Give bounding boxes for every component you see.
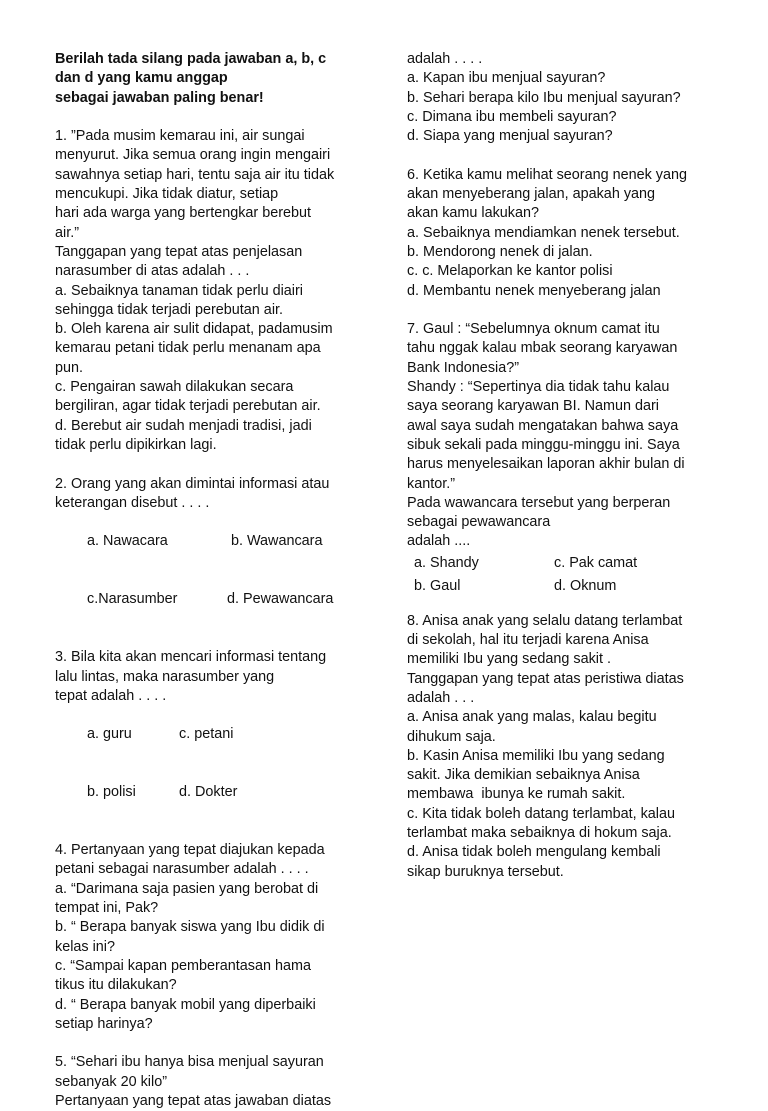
- question-line: adalah ....: [407, 533, 471, 550]
- question-line: akan menyeberang jalan, apakah yang: [407, 186, 656, 203]
- question-line: akan kamu lakukan?: [407, 205, 539, 222]
- option-b: b. Wawancara: [231, 533, 323, 550]
- question-line: adalah . . .: [407, 689, 475, 706]
- option-line: tidak perlu dipikirkan lagi.: [55, 436, 217, 453]
- option-line: c. c. Melaporkan ke kantor polisi: [407, 263, 613, 280]
- option-line: c. “Sampai kapan pemberantasan hama: [55, 957, 311, 974]
- question-line: memiliki Ibu yang sedang sakit .: [407, 651, 611, 668]
- question-4: [55, 841, 365, 1034]
- instruction: [55, 50, 365, 108]
- question-line: tepat adalah . . . .: [55, 687, 167, 704]
- question-line: saya seorang karyawan BI. Namun dari: [407, 398, 659, 415]
- question-line: 5. “Sehari ibu hanya bisa menjual sayuran: [55, 1054, 324, 1071]
- option-line: a. Sebaiknya mendiamkan nenek tersebut.: [407, 224, 680, 241]
- question-line: kantor.”: [407, 475, 455, 492]
- question-8: [407, 612, 727, 882]
- option-line: sakit. Jika demikian sebaiknya Anisa: [407, 767, 640, 784]
- question-line: keterangan disebut . . . .: [55, 494, 210, 511]
- option-line: tempat ini, Pak?: [55, 900, 159, 917]
- question-line: Shandy : “Sepertinya dia tidak tahu kalau: [407, 379, 670, 396]
- question-line: mencukupi. Jika tidak diatur, setiap: [55, 186, 279, 203]
- option-line: sehingga tidak terjadi perebutan air.: [55, 301, 284, 318]
- option-b: b. Gaul: [414, 577, 461, 594]
- question-5-options: [407, 50, 727, 146]
- option-c: c. petani: [179, 726, 234, 743]
- question-line: 6. Ketika kamu melihat seorang nenek yang: [407, 166, 687, 183]
- question-line: 3. Bila kita akan mencari informasi tentang: [55, 649, 327, 666]
- question-line: sebagai pewawancara: [407, 514, 551, 531]
- option-line: tikus itu dilakukan?: [55, 977, 177, 994]
- option-line: a. “Darimana saja pasien yang berobat di: [55, 880, 319, 897]
- question-line: 2. Orang yang akan dimintai informasi atau: [55, 475, 330, 492]
- option-line: sikap buruknya tersebut.: [407, 863, 564, 880]
- option-line: bergiliran, agar tidak terjadi perebutan air.: [55, 398, 321, 415]
- question-7: [407, 320, 727, 598]
- question-line: Pertanyaan yang tepat atas jawaban diatas: [55, 1093, 332, 1110]
- option-d: d. Dokter: [179, 784, 238, 801]
- option-line: b. Sehari berapa kilo Ibu menjual sayuran?: [407, 89, 681, 106]
- question-line: Tanggapan yang tepat atas penjelasan: [55, 243, 303, 260]
- question-line: Tanggapan yang tepat atas peristiwa diatas: [407, 670, 684, 687]
- option-line: a. Sebaiknya tanaman tidak perlu diairi: [55, 282, 303, 299]
- option-line: b. “ Berapa banyak siswa yang Ibu didik di: [55, 919, 325, 936]
- question-line: Bank Indonesia?”: [407, 359, 520, 376]
- option-d: d. Pewawancara: [227, 591, 334, 608]
- question-line: adalah . . . .: [407, 51, 483, 67]
- option-line: c. Pengairan sawah dilakukan secara: [55, 379, 294, 396]
- option-line: kemarau petani tidak perlu menanam apa: [55, 340, 321, 357]
- question-5-stem: [55, 1053, 365, 1111]
- option-line: d. Membantu nenek menyeberang jalan: [407, 282, 661, 299]
- question-line: 4. Pertanyaan yang tepat diajukan kepada: [55, 842, 325, 859]
- option-line: d. Berebut air sudah menjadi tradisi, jadi: [55, 417, 312, 434]
- question-6: [407, 166, 727, 301]
- instruction-line: dan d yang kamu anggap: [55, 70, 228, 87]
- option-line: a. Kapan ibu menjual sayuran?: [407, 70, 606, 87]
- question-line: narasumber di atas adalah . . .: [55, 263, 250, 280]
- question-line: 1. ”Pada musim kemarau ini, air sungai: [55, 128, 305, 145]
- question-line: 8. Anisa anak yang selalu datang terlambat: [407, 612, 683, 629]
- instruction-line: sebagai jawaban paling benar!: [55, 89, 264, 106]
- option-a: a. Shandy: [414, 554, 479, 571]
- question-line: petani sebagai narasumber adalah . . . .: [55, 861, 309, 878]
- option-line: b. Mendorong nenek di jalan.: [407, 243, 593, 260]
- option-line: c. Dimana ibu membeli sayuran?: [407, 108, 617, 125]
- question-2: [55, 475, 365, 629]
- right-column: [407, 50, 727, 882]
- option-line: d. Siapa yang menjual sayuran?: [407, 128, 613, 145]
- option-line: d. Anisa tidak boleh mengulang kembali: [407, 844, 661, 861]
- option-a: a. Nawacara: [87, 533, 168, 550]
- question-line: lalu lintas, maka narasumber yang: [55, 668, 275, 685]
- option-line: c. Kita tidak boleh datang terlambat, kalau: [407, 805, 675, 822]
- option-line: membawa ibunya ke rumah sakit.: [407, 786, 626, 803]
- question-line: Pada wawancara tersebut yang berperan: [407, 494, 671, 511]
- option-line: setiap harinya?: [55, 1015, 153, 1032]
- option-line: pun.: [55, 359, 84, 376]
- option-line: kelas ini?: [55, 938, 115, 955]
- option-line: a. Anisa anak yang malas, kalau begitu: [407, 709, 657, 726]
- question-1: [55, 127, 365, 455]
- option-a: a. guru: [87, 726, 132, 743]
- question-3: [55, 648, 365, 822]
- option-line: b. Oleh karena air sulit didapat, padamusim: [55, 321, 333, 338]
- option-b: b. polisi: [87, 784, 136, 801]
- question-line: harus menyelesaikan laporan akhir bulan di: [407, 456, 685, 473]
- question-line: hari ada warga yang bertengkar berebut: [55, 205, 312, 222]
- question-line: awal saya sudah mengatakan bahwa saya: [407, 417, 679, 434]
- option-line: terlambat maka sebaiknya di hokum saja.: [407, 824, 672, 841]
- left-column: [55, 50, 365, 1111]
- question-line: sawahnya setiap hari, tentu saja air itu tidak: [55, 166, 335, 183]
- option-c: c. Pak camat: [554, 554, 638, 571]
- question-line: di sekolah, hal itu terjadi karena Anisa: [407, 632, 649, 649]
- question-line: menyurut. Jika semua orang ingin mengairi: [55, 147, 331, 164]
- answer-table: [414, 552, 727, 598]
- question-line: sebanyak 20 kilo”: [55, 1073, 167, 1090]
- instruction-line: Berilah tada silang pada jawaban a, b, c: [55, 51, 327, 67]
- question-line: tahu nggak kalau mbak seorang karyawan: [407, 340, 678, 357]
- question-line: air.”: [55, 224, 79, 241]
- option-line: dihukum saja.: [407, 728, 496, 745]
- question-line: sibuk sekali pada minggu-minggu ini. Saya: [407, 436, 680, 453]
- option-c: c.Narasumber: [87, 591, 178, 608]
- option-line: b. Kasin Anisa memiliki Ibu yang sedang: [407, 747, 665, 764]
- option-d: d. Oknum: [554, 577, 617, 594]
- question-line: 7. Gaul : “Sebelumnya oknum camat itu: [407, 321, 660, 338]
- option-line: d. “ Berapa banyak mobil yang diperbaiki: [55, 996, 316, 1013]
